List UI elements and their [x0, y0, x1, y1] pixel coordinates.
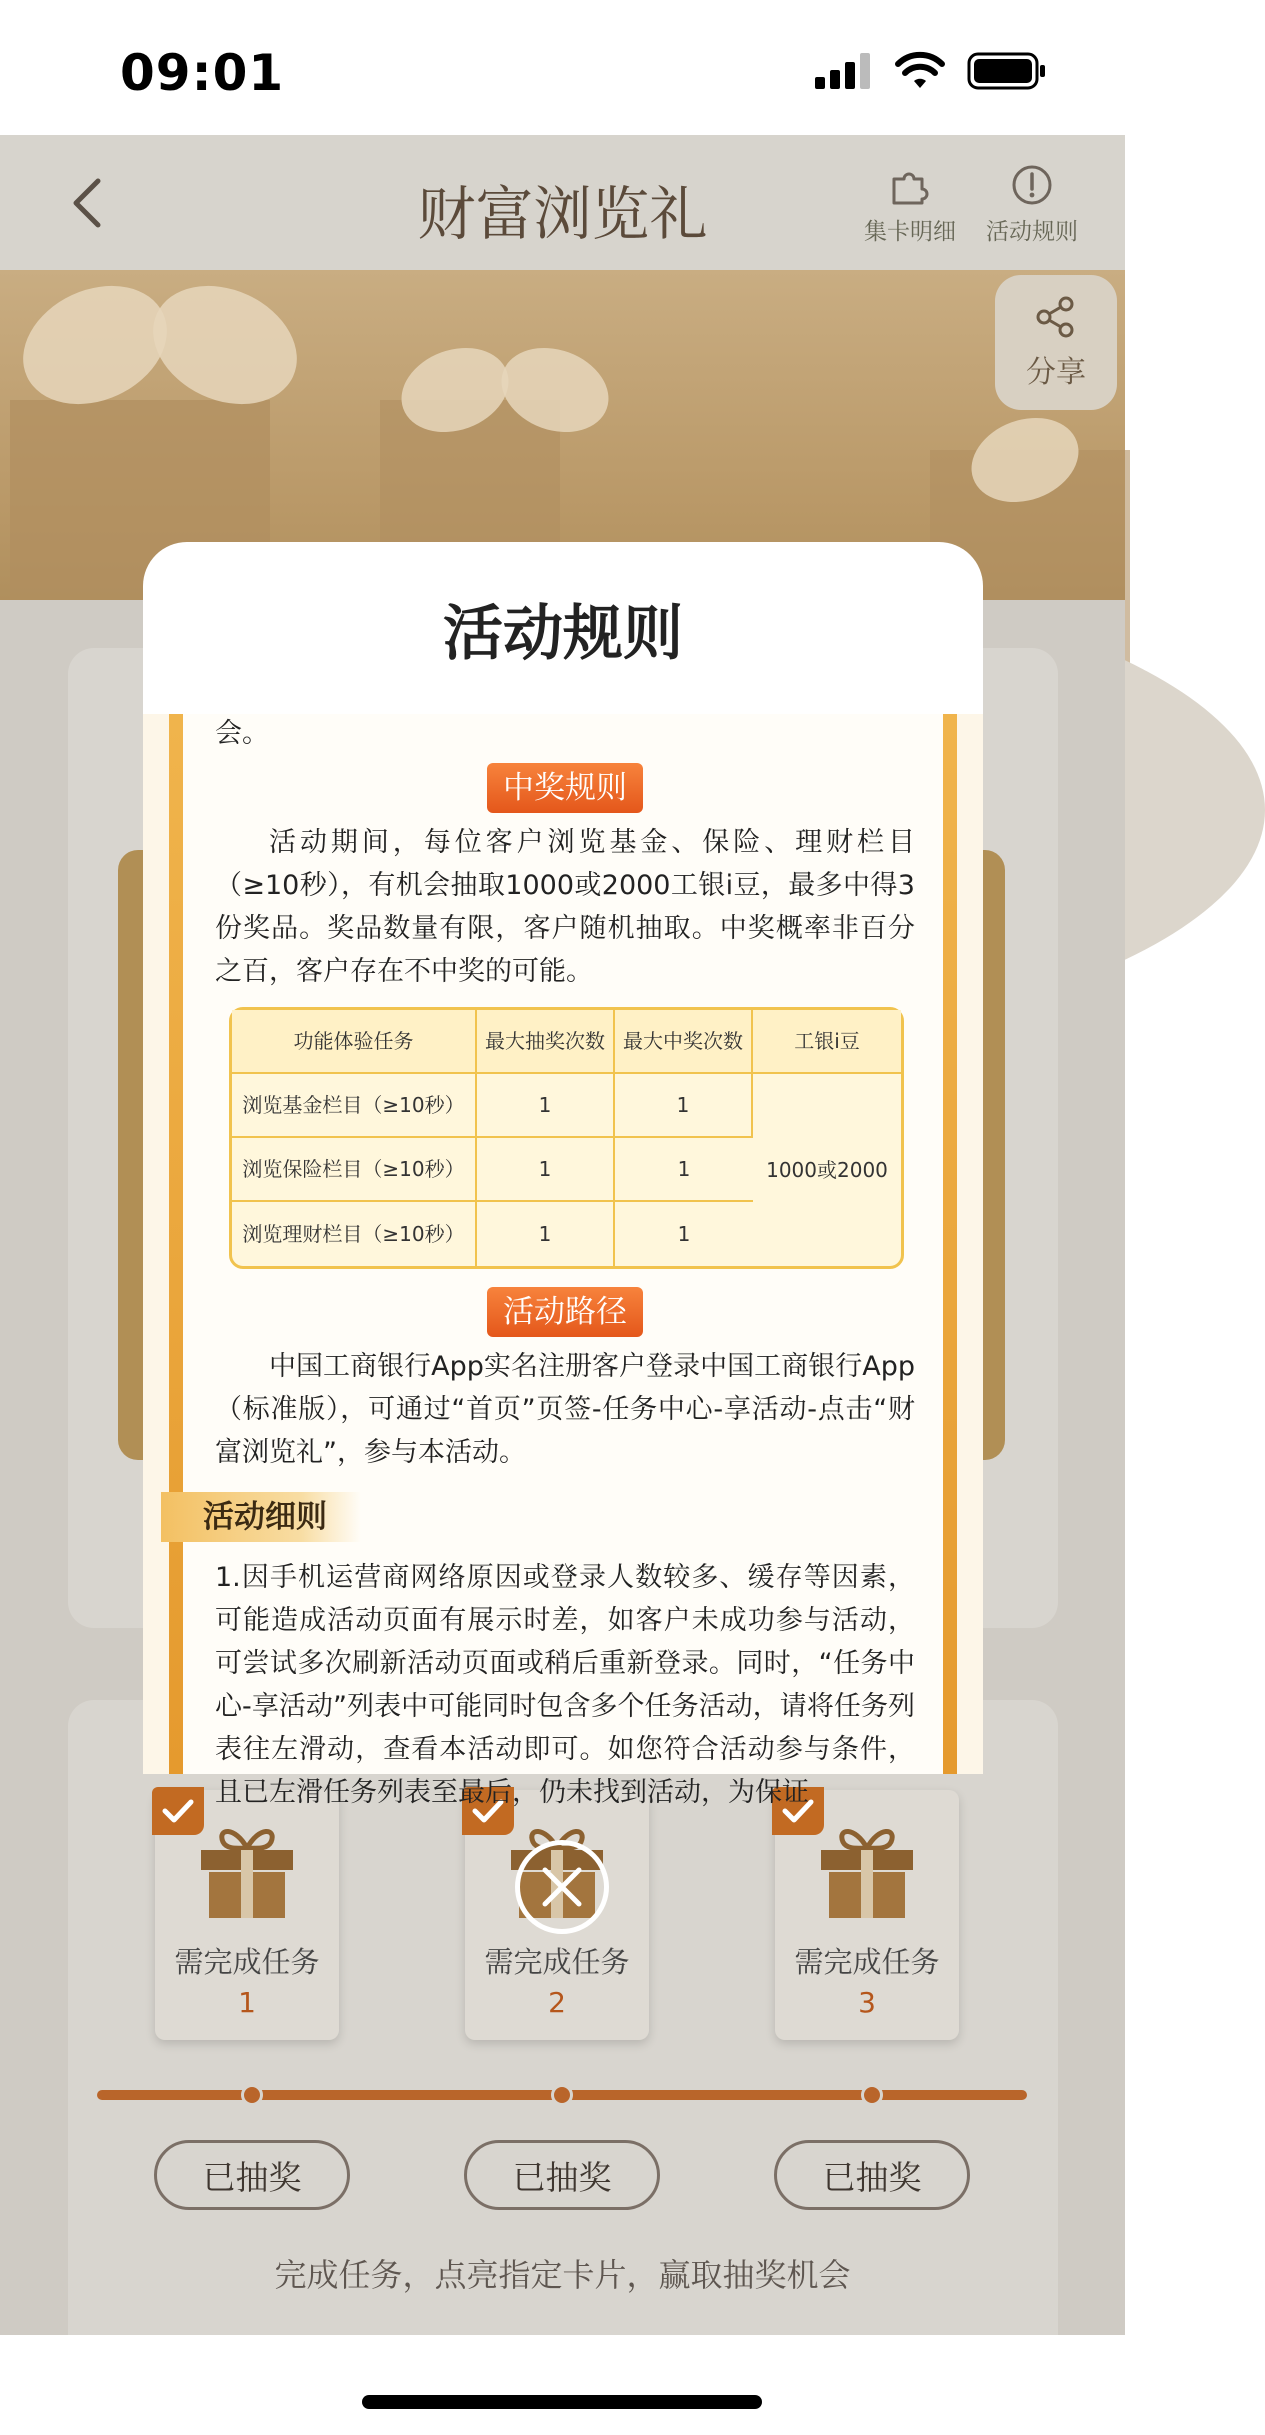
task-number: 3: [858, 1986, 876, 2019]
rules-label: 活动规则: [986, 219, 1078, 245]
table-header-row: [232, 1010, 901, 1074]
table-cell-draws: 1: [477, 1202, 615, 1266]
home-indicator-area: [0, 2335, 1125, 2435]
table-cell-draws: 1: [477, 1074, 615, 1138]
task-card[interactable]: [775, 1790, 959, 2040]
drawn-button[interactable]: 已抽奖: [774, 2140, 970, 2210]
table-header: 最大中奖次数: [615, 1010, 753, 1074]
status-bar: [0, 0, 1125, 135]
footer-tip: 完成任务，点亮指定卡片，赢取抽奖机会: [274, 2256, 851, 2294]
puzzle-icon: [888, 163, 932, 207]
gift-icon: [195, 1820, 299, 1920]
task-card[interactable]: [155, 1790, 339, 2040]
table-cell-task: 浏览保险栏目（≥10秒）: [232, 1138, 477, 1202]
status-icons: [815, 52, 1047, 90]
path-paragraph: 中国工商银行App实名注册客户登录中国工商银行App（标准版），可通过“首页”页签-任务中心-享活动-点击“财富浏览礼”，参与本活动。: [215, 1351, 915, 1468]
table-header: 功能体验任务: [232, 1010, 477, 1074]
task-label: 需完成任务: [794, 1945, 940, 1979]
share-icon: [1034, 295, 1078, 339]
rules-table: [229, 1007, 904, 1269]
table-cell-reward: 1000或2000: [766, 1157, 888, 1182]
app-header: [0, 135, 1125, 270]
drawn-button[interactable]: 已抽奖: [154, 2140, 350, 2210]
page-title: 财富浏览礼: [417, 180, 708, 248]
path-heading: 活动路径: [487, 1287, 643, 1337]
table-cell-wins: 1: [615, 1138, 753, 1202]
progress-dot: [241, 2084, 263, 2106]
details-paragraph: 1.因手机运营商网络原因或登录人数较多、缓存等因素，可能造成活动页面有展示时差，如客户未成功参与活动，可尝试多次刷新活动页面或稍后重新登录。同时，“任务中心-享活动”列表中可能同时包含多个任务活动，请将任务列表往左滑动，查看本活动即可。如您符合活动参与条件，且已左滑任务列表至最后，仍未找到活动，为保证: [215, 1562, 915, 1808]
task-number: 1: [238, 1986, 256, 2019]
path-heading-row: [215, 1287, 915, 1337]
table-header: 工银i豆: [753, 1010, 901, 1074]
table-cell-wins: 1: [615, 1074, 753, 1138]
progress-dot: [551, 2084, 573, 2106]
info-circle-icon: [1010, 163, 1054, 207]
modal-title: 活动规则: [443, 599, 683, 669]
battery-icon: [967, 52, 1047, 90]
wifi-icon: [895, 52, 945, 90]
table-cell-task: 浏览基金栏目（≥10秒）: [232, 1074, 477, 1138]
close-icon: [539, 1864, 585, 1910]
prize-rules-paragraph: 活动期间，每位客户浏览基金、保险、理财栏目（≥10秒），有机会抽取1000或2000工银i豆，最多中得3份奖品。奖品数量有限，客户随机抽取。中奖概率非百分之百，客户存在不中奖的可能。: [215, 827, 915, 987]
progress-dot: [861, 2084, 883, 2106]
card-detail-label: 集卡明细: [864, 219, 956, 245]
task-label: 需完成任务: [484, 1945, 630, 1979]
gift-icon: [815, 1820, 919, 1920]
check-icon: [161, 1797, 195, 1825]
task-label: 需完成任务: [174, 1945, 320, 1979]
prize-rules-heading: 中奖规则: [487, 763, 643, 813]
cellular-signal-icon: [815, 53, 873, 89]
table-header: 最大抽奖次数: [477, 1010, 615, 1074]
rules-button[interactable]: [967, 163, 1097, 246]
table-cell-wins: 1: [677, 1221, 691, 1246]
task-number: 2: [548, 1986, 566, 2019]
close-modal-button[interactable]: [515, 1840, 609, 1934]
share-button[interactable]: [995, 275, 1117, 410]
rules-scroll-area[interactable]: [143, 714, 983, 1808]
right-rail-decoration: [943, 714, 957, 1774]
details-heading: 活动细则: [161, 1492, 361, 1542]
rules-modal: [143, 542, 983, 1808]
prize-rules-heading-row: [215, 763, 915, 813]
card-detail-button[interactable]: [845, 163, 975, 246]
status-time: 09:01: [120, 44, 285, 102]
home-indicator[interactable]: [362, 2395, 762, 2409]
drawn-button[interactable]: 已抽奖: [464, 2140, 660, 2210]
rules-content: [203, 714, 915, 1814]
left-rail-decoration: [169, 714, 183, 1774]
table-cell-draws: 1: [477, 1138, 615, 1202]
table-cell-task: 浏览理财栏目（≥10秒）: [232, 1202, 477, 1266]
table-row: [232, 1074, 901, 1138]
lead-fragment: 会。: [215, 718, 269, 749]
share-label: 分享: [1026, 354, 1086, 390]
